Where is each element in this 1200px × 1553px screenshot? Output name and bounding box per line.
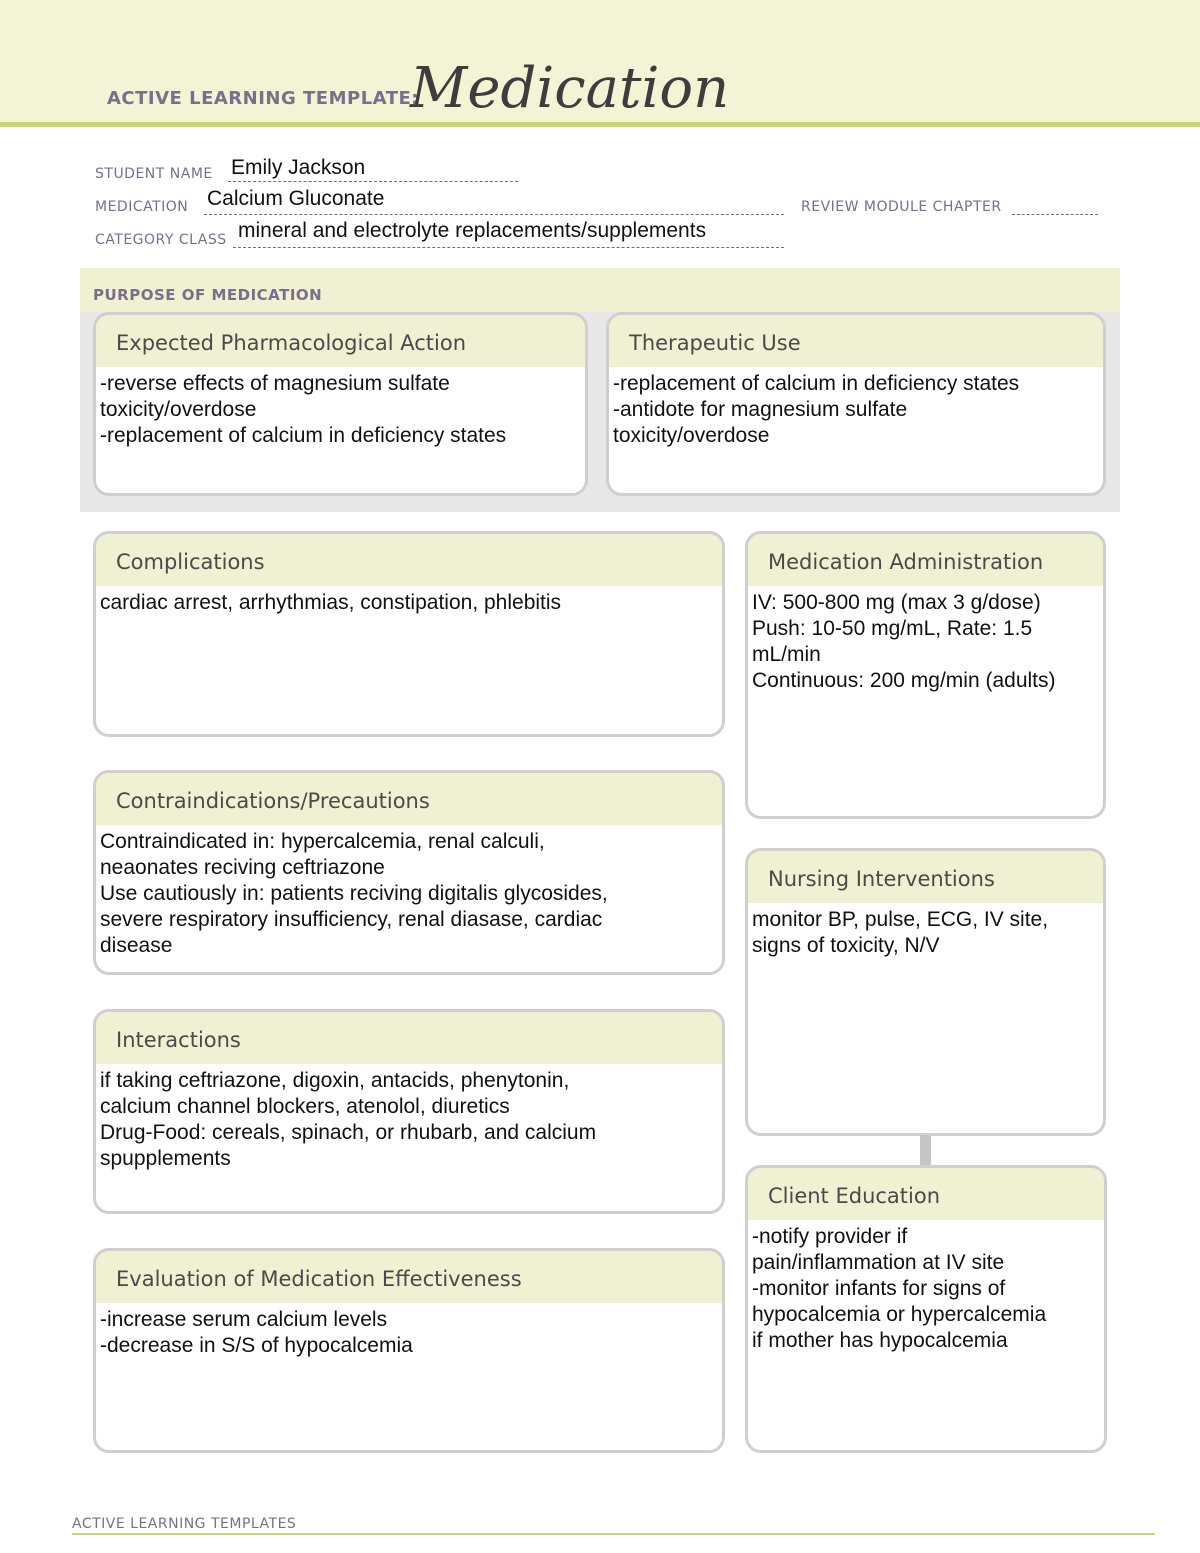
footer-divider [72, 1533, 1155, 1535]
administration-card [745, 531, 1106, 819]
medication-label: MEDICATION [95, 199, 189, 215]
contraindications-text[interactable]: Contraindicated in: hypercalcemia, renal calculi, neaonates reciving ceftriazone Use cautiously in: patients reciving digitalis glycosides, severe respiratory insufficiency, renal diasase, cardiac disease [100, 830, 608, 957]
nursing-card [745, 848, 1106, 1136]
education-text[interactable]: -notify provider if pain/inflammation at IV site -monitor infants for signs of hypocalcemia or hypercalcemia if mother has hypocalcemia [752, 1225, 1047, 1352]
interactions-title: Interactions [96, 1012, 722, 1064]
complications-card [93, 531, 725, 737]
review-module-label: REVIEW MODULE CHAPTER [801, 199, 1002, 215]
education-title: Client Education [748, 1168, 1104, 1220]
medication-field[interactable]: Calcium Gluconate [207, 187, 385, 210]
nursing-title: Nursing Interventions [748, 851, 1103, 903]
review-module-field[interactable] [1012, 195, 1098, 215]
card-connector [920, 1135, 931, 1166]
footer-label: ACTIVE LEARNING TEMPLATES [72, 1516, 297, 1532]
expected-action-text[interactable]: -reverse effects of magnesium sulfate toxicity/overdose -replacement of calcium in deficiency states [100, 372, 507, 447]
therapeutic-use-card [606, 312, 1106, 496]
expected-action-title: Expected Pharmacological Action [96, 315, 585, 367]
expected-action-card [93, 312, 588, 496]
evaluation-text[interactable]: -increase serum calcium levels -decrease in S/S of hypocalcemia [100, 1308, 413, 1357]
template-label: ACTIVE LEARNING TEMPLATE: [107, 88, 419, 109]
administration-title: Medication Administration [748, 534, 1103, 586]
category-class-label: CATEGORY CLASS [95, 232, 227, 248]
complications-text[interactable]: cardiac arrest, arrhythmias, constipation, phlebitis [100, 591, 562, 614]
complications-title: Complications [96, 534, 722, 586]
contraindications-card [93, 770, 725, 975]
administration-text[interactable]: IV: 500-800 mg (max 3 g/dose) Push: 10-50 mg/mL, Rate: 1.5 mL/min Continuous: 200 mg/min (adults) [752, 591, 1056, 692]
therapeutic-use-title: Therapeutic Use [609, 315, 1103, 367]
purpose-label: PURPOSE OF MEDICATION [93, 286, 323, 304]
page-title: Medication [410, 56, 730, 121]
evaluation-card [93, 1248, 725, 1453]
category-class-field[interactable]: mineral and electrolyte replacements/supplements [238, 219, 707, 242]
interactions-text[interactable]: if taking ceftriazone, digoxin, antacids, phenytonin, calcium channel blockers, atenolol, diuretics Drug-Food: cereals, spinach, or rhubarb, and calcium spupplements [100, 1069, 597, 1170]
contraindications-title: Contraindications/Precautions [96, 773, 722, 825]
therapeutic-use-text[interactable]: -replacement of calcium in deficiency states -antidote for magnesium sulfate toxicity/overdose [613, 372, 1020, 447]
header-divider [0, 122, 1200, 127]
student-name-field[interactable]: Emily Jackson [231, 156, 366, 179]
education-card [745, 1165, 1107, 1453]
interactions-card [93, 1009, 725, 1214]
student-name-label: STUDENT NAME [95, 166, 213, 182]
nursing-text[interactable]: monitor BP, pulse, ECG, IV site, signs of toxicity, N/V [752, 908, 1049, 957]
evaluation-title: Evaluation of Medication Effectiveness [96, 1251, 722, 1303]
